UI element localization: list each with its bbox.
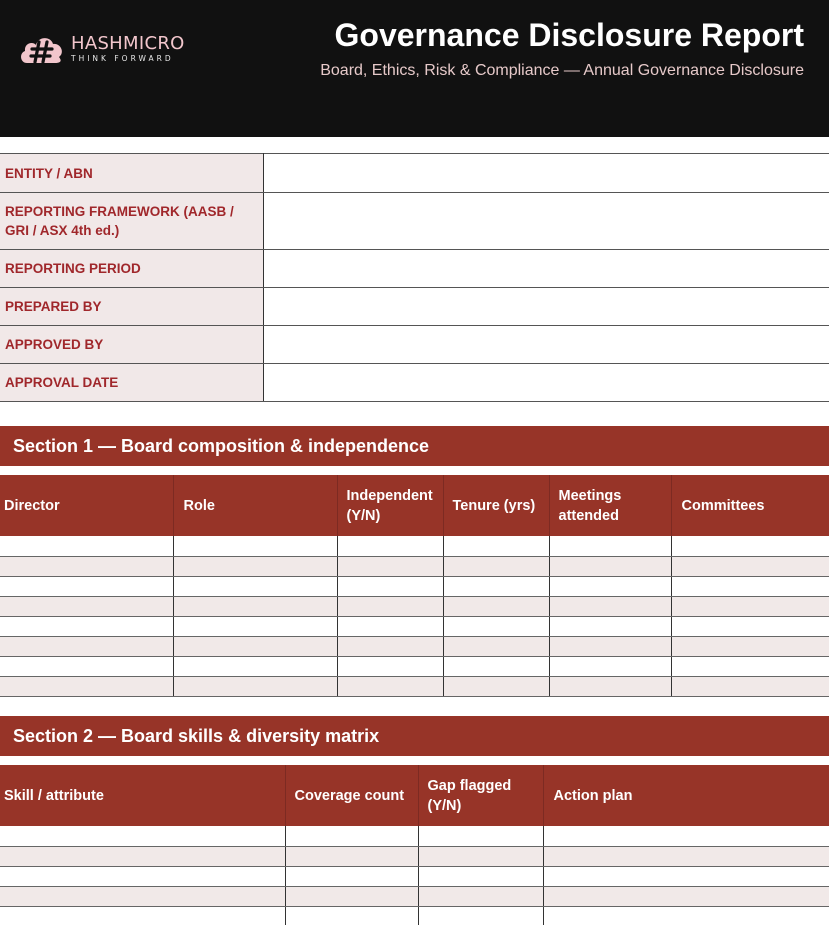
table-row — [0, 616, 829, 636]
table-row — [0, 676, 829, 696]
section-1-heading: Section 1 — Board composition & independence — [0, 426, 829, 466]
hashtag-cloud-icon — [19, 33, 65, 65]
column-header-action-plan: Action plan — [543, 765, 829, 826]
table-row — [0, 576, 829, 596]
table-cell[interactable] — [671, 556, 829, 576]
table-row — [0, 536, 829, 556]
table-cell[interactable] — [549, 656, 671, 676]
board-composition-table — [0, 475, 829, 697]
entity-abn-field[interactable] — [263, 154, 829, 193]
table-cell[interactable] — [549, 636, 671, 656]
meta-row-prepared — [0, 288, 829, 326]
table-cell[interactable] — [671, 596, 829, 616]
reporting-framework-field[interactable] — [263, 193, 829, 250]
table-row — [0, 656, 829, 676]
meta-label: APPROVED BY — [0, 326, 263, 364]
meta-label: REPORTING FRAMEWORK (AASB / GRI / ASX 4th ed.) — [0, 193, 263, 250]
meta-row-approval-date — [0, 364, 829, 402]
company-logo — [19, 33, 185, 65]
table-row — [0, 596, 829, 616]
table-cell[interactable] — [337, 656, 443, 676]
table-cell[interactable] — [0, 906, 285, 925]
column-header-skill: Skill / attribute — [0, 765, 285, 826]
table-cell[interactable] — [671, 616, 829, 636]
table-cell[interactable] — [549, 556, 671, 576]
table-cell[interactable] — [443, 616, 549, 636]
table-cell[interactable] — [285, 826, 418, 846]
meta-label: PREPARED BY — [0, 288, 263, 326]
logo-tagline: THINK FORWARD — [71, 54, 174, 64]
table-cell[interactable] — [0, 676, 173, 696]
table-cell[interactable] — [285, 906, 418, 925]
meta-label: REPORTING PERIOD — [0, 250, 263, 288]
table-cell[interactable] — [337, 596, 443, 616]
table-row — [0, 636, 829, 656]
table-cell[interactable] — [418, 866, 543, 886]
table-cell[interactable] — [337, 536, 443, 556]
table-cell[interactable] — [0, 556, 173, 576]
column-header-tenure: Tenure (yrs) — [443, 475, 549, 536]
table-cell[interactable] — [173, 616, 337, 636]
table-cell[interactable] — [418, 826, 543, 846]
table-cell[interactable] — [443, 596, 549, 616]
column-header-director: Director — [0, 475, 173, 536]
table-cell[interactable] — [0, 616, 173, 636]
table-cell[interactable] — [0, 886, 285, 906]
column-header-gap-flagged: Gap flagged (Y/N) — [418, 765, 543, 826]
table-cell[interactable] — [173, 576, 337, 596]
table-cell[interactable] — [173, 676, 337, 696]
table-cell[interactable] — [337, 576, 443, 596]
table-cell[interactable] — [337, 636, 443, 656]
meta-row-framework — [0, 193, 829, 250]
table-cell[interactable] — [549, 536, 671, 556]
table-cell[interactable] — [543, 886, 829, 906]
table-cell[interactable] — [0, 536, 173, 556]
table-cell[interactable] — [173, 536, 337, 556]
table-cell[interactable] — [337, 616, 443, 636]
report-meta-table — [0, 153, 829, 402]
column-header-coverage: Coverage count — [285, 765, 418, 826]
table-cell[interactable] — [173, 556, 337, 576]
table-cell[interactable] — [543, 826, 829, 846]
column-header-committees: Committees — [671, 475, 829, 536]
approved-by-field[interactable] — [263, 326, 829, 364]
table-cell[interactable] — [0, 846, 285, 866]
table-cell[interactable] — [549, 676, 671, 696]
table-cell[interactable] — [337, 676, 443, 696]
prepared-by-field[interactable] — [263, 288, 829, 326]
table-cell[interactable] — [443, 656, 549, 676]
table-cell[interactable] — [443, 556, 549, 576]
table-cell[interactable] — [543, 906, 829, 925]
table-cell[interactable] — [173, 636, 337, 656]
table-cell[interactable] — [0, 596, 173, 616]
logo-name: HASHMICRO — [71, 33, 185, 55]
table-cell[interactable] — [543, 866, 829, 886]
table-cell[interactable] — [285, 886, 418, 906]
table-cell[interactable] — [285, 846, 418, 866]
table-cell[interactable] — [443, 636, 549, 656]
table-cell[interactable] — [671, 656, 829, 676]
table-cell[interactable] — [549, 616, 671, 636]
table-header-row — [0, 765, 829, 826]
table-cell[interactable] — [543, 846, 829, 866]
table-cell[interactable] — [671, 536, 829, 556]
column-header-role: Role — [173, 475, 337, 536]
meta-row-approved — [0, 326, 829, 364]
table-cell[interactable] — [285, 866, 418, 886]
table-cell[interactable] — [443, 676, 549, 696]
table-row — [0, 826, 829, 846]
table-header-row — [0, 475, 829, 536]
page-subtitle: Board, Ethics, Risk & Compliance — Annual Governance Disclosure — [320, 62, 804, 79]
table-cell[interactable] — [443, 576, 549, 596]
table-cell[interactable] — [0, 656, 173, 676]
table-cell[interactable] — [0, 576, 173, 596]
table-cell[interactable] — [418, 906, 543, 925]
table-row — [0, 906, 829, 925]
table-cell[interactable] — [0, 866, 285, 886]
column-header-independent: Independent (Y/N) — [337, 475, 443, 536]
table-cell[interactable] — [418, 886, 543, 906]
table-cell[interactable] — [549, 596, 671, 616]
table-cell[interactable] — [418, 846, 543, 866]
table-row — [0, 866, 829, 886]
table-row — [0, 846, 829, 866]
approval-date-field[interactable] — [263, 364, 829, 402]
table-cell[interactable] — [549, 576, 671, 596]
page-title: Governance Disclosure Report — [334, 17, 804, 53]
table-cell[interactable] — [671, 636, 829, 656]
column-header-meetings: Meetings attended — [549, 475, 671, 536]
table-row — [0, 886, 829, 906]
section-2-heading: Section 2 — Board skills & diversity matrix — [0, 716, 829, 756]
table-cell[interactable] — [173, 656, 337, 676]
meta-label: ENTITY / ABN — [0, 154, 263, 193]
meta-row-entity — [0, 154, 829, 193]
meta-row-period — [0, 250, 829, 288]
report-header — [0, 0, 829, 137]
skills-matrix-table — [0, 765, 829, 925]
table-cell[interactable] — [173, 596, 337, 616]
table-row — [0, 556, 829, 576]
table-cell[interactable] — [0, 826, 285, 846]
table-cell[interactable] — [671, 576, 829, 596]
reporting-period-field[interactable] — [263, 250, 829, 288]
table-cell[interactable] — [671, 676, 829, 696]
table-cell[interactable] — [337, 556, 443, 576]
table-cell[interactable] — [0, 636, 173, 656]
table-cell[interactable] — [443, 536, 549, 556]
meta-label: APPROVAL DATE — [0, 364, 263, 402]
